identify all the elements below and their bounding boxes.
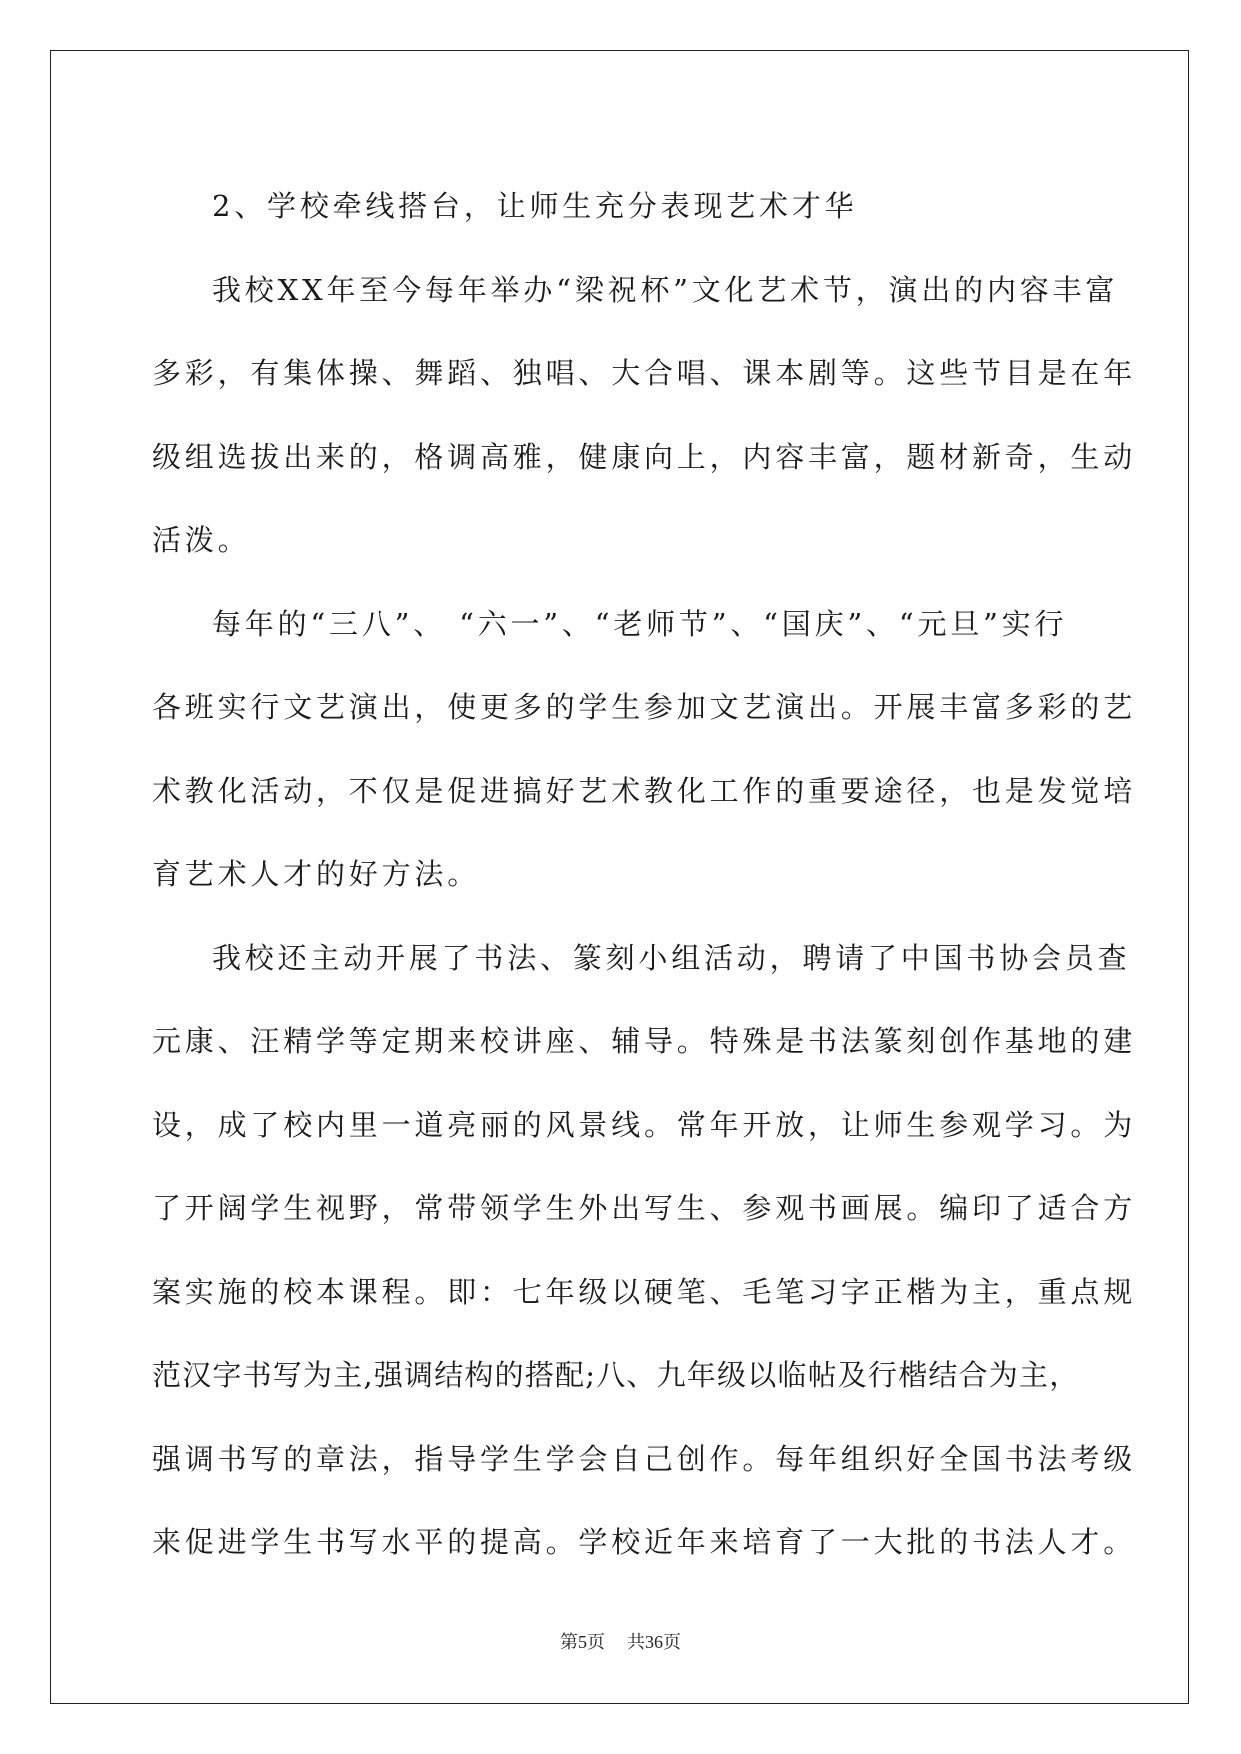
paragraph-line: 元康、汪精学等定期来校讲座、辅导。特殊是书法篆刻创作基地的建 bbox=[152, 1024, 1137, 1058]
paragraph-line: 案实施的校本课程。即：七年级以硬笔、毛笔习字正楷为主，重点规 bbox=[152, 1274, 1137, 1309]
page-footer bbox=[0, 1628, 1241, 1654]
paragraph-line: 各班实行文艺演出，使更多的学生参加文艺演出。开展丰富多彩的艺 bbox=[152, 690, 1137, 724]
document-body bbox=[152, 165, 1137, 1585]
paragraph-line: 设，成了校内里一道亮丽的风景线。常年开放，让师生参观学习。为 bbox=[152, 1107, 1137, 1142]
page-prefix: 第 bbox=[560, 1632, 578, 1653]
paragraph-line: 活泼。 bbox=[152, 523, 251, 557]
page-number: 5 bbox=[578, 1632, 587, 1652]
paragraph-line: 育艺术人才的好方法。 bbox=[152, 857, 481, 891]
paragraph-line: 我校还主动开展了书法、篆刻小组活动，聘请了中国书协会员查 bbox=[212, 940, 1131, 975]
paragraph-line: 级组选拔出来的，格调高雅，健康向上，内容丰富，题材新奇，生动 bbox=[152, 439, 1137, 474]
total-suffix: 页 bbox=[663, 1632, 681, 1653]
paragraph-line: 我校XX年至今每年举办“梁祝杯”文化艺术节，演出的内容丰富 bbox=[212, 272, 1119, 307]
section-heading: 2、学校牵线搭台，让师生充分表现艺术才华 bbox=[212, 189, 858, 223]
paragraph-line: 多彩，有集体操、舞蹈、独唱、大合唱、课本剧等。这些节目是在年 bbox=[152, 356, 1137, 390]
page-suffix: 页 bbox=[587, 1632, 605, 1653]
total-pages: 36 bbox=[645, 1632, 663, 1652]
paragraph-line: 来促进学生书写水平的提高。学校近年来培育了一大批的书法人才。 bbox=[152, 1525, 1137, 1559]
paragraph-line: 术教化活动，不仅是促进搞好艺术教化工作的重要途径，也是发觉培 bbox=[152, 773, 1137, 808]
paragraph-line: 了开阔学生视野，常带领学生外出写生、参观书画展。编印了适合方 bbox=[152, 1191, 1137, 1225]
paragraph-line: 强调书写的章法，指导学生学会自己创作。每年组织好全国书法考级 bbox=[152, 1441, 1137, 1476]
paragraph-line: 每年的“三八”、 “六一”、“老师节”、“国庆”、“元旦”实行 bbox=[212, 606, 1068, 641]
total-prefix: 共 bbox=[627, 1632, 645, 1653]
paragraph-line: 范汉字书写为主,强调结构的搭配;八、九年级以临帖及行楷结合为主， bbox=[152, 1358, 1080, 1392]
